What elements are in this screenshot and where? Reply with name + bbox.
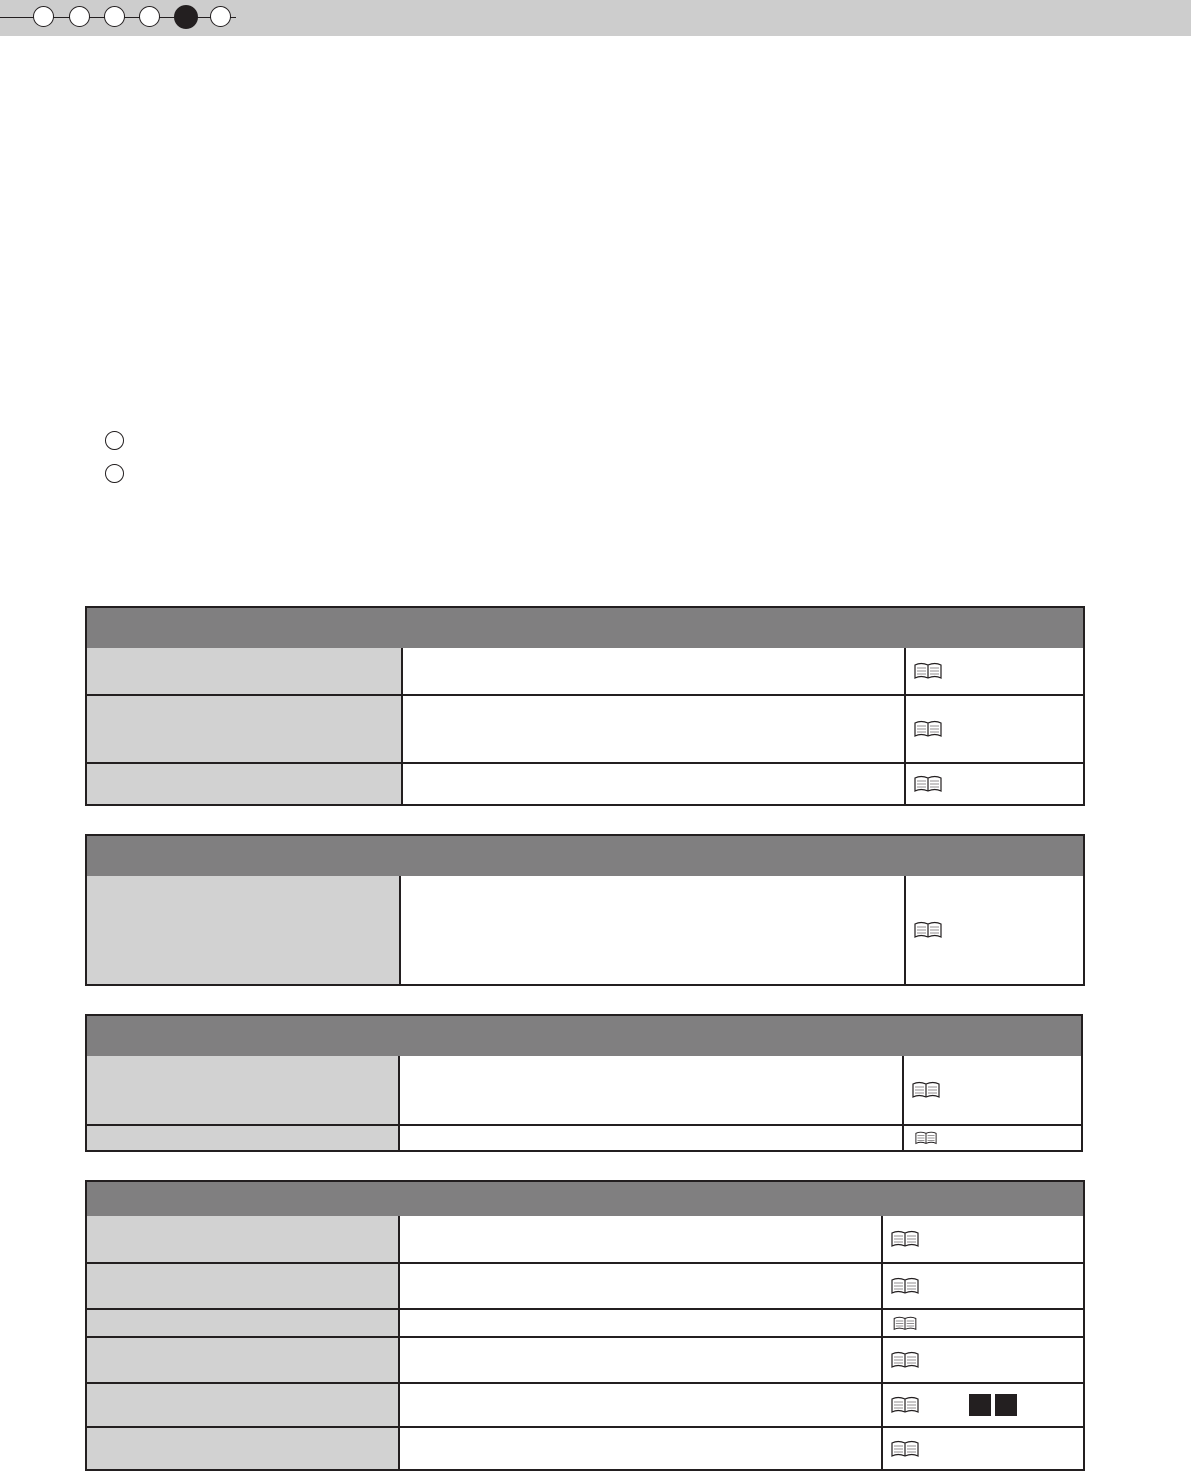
reference-table-1 <box>85 606 1085 806</box>
row-description-cell <box>403 648 906 694</box>
table-row <box>87 648 1083 694</box>
table-row <box>87 1336 1083 1382</box>
step-6-indicator <box>210 6 231 27</box>
row-label-cell <box>87 1428 400 1469</box>
row-label-cell <box>87 696 403 762</box>
table-row <box>87 1216 1083 1262</box>
row-description-cell <box>400 1056 904 1124</box>
row-label-cell <box>87 1056 400 1124</box>
row-label-cell <box>87 1264 400 1308</box>
row-reference-cell <box>883 1310 1083 1336</box>
row-reference-cell <box>906 764 1083 804</box>
table-header <box>87 608 1083 650</box>
book-icon <box>914 921 942 939</box>
black-square-icon <box>995 1394 1017 1416</box>
reference-table-3 <box>85 1014 1083 1152</box>
table-row <box>87 1308 1083 1336</box>
reference-table-2 <box>85 834 1085 986</box>
table-row <box>87 1124 1081 1150</box>
row-reference-cell <box>883 1264 1083 1308</box>
table-row <box>87 762 1083 804</box>
table-header <box>87 836 1083 878</box>
table-header <box>87 1182 1083 1218</box>
row-label-cell <box>87 764 403 804</box>
row-description-cell <box>401 876 906 984</box>
book-icon <box>914 662 942 680</box>
row-reference-cell <box>906 648 1083 694</box>
table-row <box>87 876 1083 984</box>
row-reference-cell <box>883 1216 1083 1262</box>
row-reference-cell <box>883 1338 1083 1382</box>
reference-table-4 <box>85 1180 1085 1471</box>
table-row <box>87 1382 1083 1426</box>
row-description-cell <box>400 1310 883 1336</box>
row-label-cell <box>87 876 401 984</box>
row-label-cell <box>87 1216 400 1262</box>
row-description-cell <box>400 1384 883 1426</box>
book-icon <box>891 1277 919 1295</box>
row-label-cell <box>87 1384 400 1426</box>
book-icon <box>912 1131 940 1145</box>
row-description-cell <box>403 764 906 804</box>
row-description-cell <box>400 1126 904 1150</box>
table-row <box>87 694 1083 762</box>
row-reference-cell <box>906 696 1083 762</box>
table-row <box>87 1056 1081 1124</box>
step-1-indicator <box>33 6 54 27</box>
row-description-cell <box>400 1216 883 1262</box>
book-icon <box>891 1351 919 1369</box>
row-label-cell <box>87 1310 400 1336</box>
row-description-cell <box>400 1338 883 1382</box>
step-5-indicator-active <box>174 5 198 29</box>
step-4-indicator <box>139 6 160 27</box>
book-icon <box>891 1316 919 1331</box>
top-bar <box>0 0 1191 36</box>
circle-bullet-icon <box>105 431 124 450</box>
row-reference-cell <box>904 1056 1081 1124</box>
row-description-cell <box>403 696 906 762</box>
row-label-cell <box>87 1338 400 1382</box>
book-icon <box>914 720 942 738</box>
table-row <box>87 1426 1083 1469</box>
step-2-indicator <box>69 6 90 27</box>
row-label-cell <box>87 648 403 694</box>
row-reference-cell <box>906 876 1083 984</box>
book-icon <box>891 1440 919 1458</box>
row-reference-cell <box>904 1126 1081 1150</box>
black-square-icon <box>969 1394 991 1416</box>
row-reference-cell <box>883 1384 1083 1426</box>
book-icon <box>891 1396 919 1414</box>
row-description-cell <box>400 1264 883 1308</box>
table-row <box>87 1262 1083 1308</box>
step-3-indicator <box>104 6 125 27</box>
book-icon <box>914 775 942 793</box>
row-reference-cell <box>883 1428 1083 1469</box>
table-header <box>87 1016 1081 1058</box>
book-icon <box>912 1081 940 1099</box>
row-description-cell <box>400 1428 883 1469</box>
book-icon <box>891 1230 919 1248</box>
circle-bullet-icon <box>105 464 124 483</box>
row-label-cell <box>87 1126 400 1150</box>
